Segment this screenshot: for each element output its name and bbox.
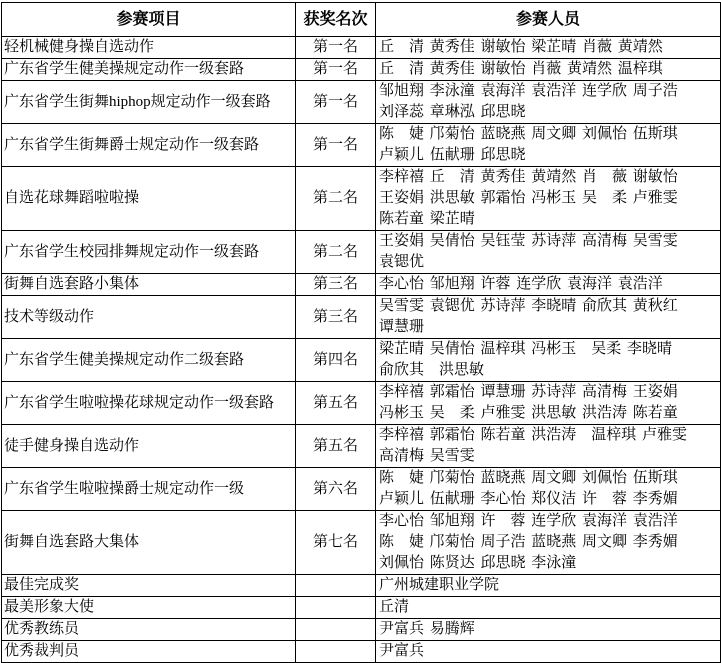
participants-cell bbox=[376, 59, 721, 81]
rank-cell: 第五名 bbox=[296, 382, 376, 425]
participant-line: 王姿娟 洪思敏 郭霜怡 冯彬玉 吴 柔 卢雅雯 bbox=[379, 190, 678, 206]
event-cell: 最美形象大使 bbox=[2, 597, 296, 619]
table-row bbox=[2, 619, 721, 641]
participants-cell bbox=[376, 619, 721, 641]
event-cell: 自选花球舞蹈啦啦操 bbox=[2, 167, 296, 231]
participant-line: 卢颖儿 伍献珊 邱思晓 bbox=[379, 147, 526, 163]
table-row bbox=[2, 382, 721, 425]
table-header bbox=[2, 3, 721, 37]
participant-line: 尹富兵 bbox=[379, 643, 425, 659]
participant-line: 梁芷晴 吴倩怡 温梓琪 冯彬玉 吴柔 李晓晴 bbox=[379, 341, 673, 357]
event-cell: 优秀教练员 bbox=[2, 619, 296, 641]
participant-line: 吴雪雯 袁锶优 苏诗萍 李晓晴 俞欣其 黄秋红 bbox=[379, 298, 678, 314]
rank-cell: 第六名 bbox=[296, 468, 376, 511]
rank-cell: 第七名 bbox=[296, 511, 376, 575]
event-cell: 广东省学生啦啦操爵士规定动作一级 bbox=[2, 468, 296, 511]
rank-cell bbox=[296, 597, 376, 619]
event-cell: 最佳完成奖 bbox=[2, 575, 296, 597]
participants-cell bbox=[376, 468, 721, 511]
rank-cell: 第一名 bbox=[296, 59, 376, 81]
participant-line: 李梓禧 郭霜怡 陈若童 洪浩涛 温梓琪 卢雅雯 bbox=[379, 427, 688, 443]
participant-line: 陈 婕 邝菊怡 蓝晓燕 周文卿 刘佩怡 伍斯琪 bbox=[379, 126, 678, 142]
event-cell: 优秀裁判员 bbox=[2, 641, 296, 663]
participants-cell bbox=[376, 81, 721, 124]
participant-line: 李心怡 邹旭翔 许蓉 连学欣 袁海洋 袁浩洋 bbox=[379, 276, 663, 292]
participants-cell bbox=[376, 231, 721, 274]
participant-line: 尹富兵 易腾辉 bbox=[379, 621, 475, 637]
participants-cell bbox=[376, 511, 721, 575]
participant-line: 丘 清 黄秀佳 谢敏怡 梁芷晴 肖薇 黄靖然 bbox=[379, 39, 663, 55]
participant-line: 丘清 bbox=[379, 599, 410, 615]
participants-cell bbox=[376, 167, 721, 231]
participant-line: 广州城建职业学院 bbox=[379, 577, 500, 593]
rank-cell bbox=[296, 575, 376, 597]
participants-cell bbox=[376, 575, 721, 597]
participant-line: 丘 清 黄秀佳 谢敏怡 肖薇 黄靖然 温梓琪 bbox=[379, 61, 663, 77]
participant-line: 陈 婕 邝菊怡 周子浩 蓝晓燕 周文卿 李秀媚 bbox=[379, 534, 678, 550]
participant-line: 高清梅 吴雪雯 bbox=[379, 448, 475, 464]
table-row bbox=[2, 641, 721, 663]
participant-line: 王姿娟 吴倩怡 吴钰莹 苏诗萍 高清梅 吴雪雯 bbox=[379, 233, 678, 249]
event-cell: 广东省学生街舞hiphop规定动作一级套路 bbox=[2, 81, 296, 124]
participants-cell bbox=[376, 37, 721, 59]
participant-line: 俞欣其 洪思敏 bbox=[379, 362, 485, 378]
participants-cell bbox=[376, 124, 721, 167]
participant-line: 李梓禧 丘 清 黄秀佳 黄靖然 肖 薇 谢敏怡 bbox=[379, 169, 678, 185]
table-row bbox=[2, 124, 721, 167]
participant-line: 袁锶优 bbox=[379, 254, 425, 270]
table-row bbox=[2, 575, 721, 597]
participants-cell bbox=[376, 296, 721, 339]
participants-cell bbox=[376, 597, 721, 619]
event-cell: 街舞自选套路大集体 bbox=[2, 511, 296, 575]
rank-cell: 第五名 bbox=[296, 425, 376, 468]
table-row bbox=[2, 296, 721, 339]
participant-line: 刘泽蕊 章琳泓 邱思晓 bbox=[379, 104, 526, 120]
header-row bbox=[2, 3, 721, 37]
table-row bbox=[2, 597, 721, 619]
rank-cell bbox=[296, 641, 376, 663]
participant-line: 陈 婕 邝菊怡 蓝晓燕 周文卿 刘佩怡 伍斯琪 bbox=[379, 470, 678, 486]
event-cell: 广东省学生健美操规定动作一级套路 bbox=[2, 59, 296, 81]
rank-cell: 第一名 bbox=[296, 81, 376, 124]
table-row bbox=[2, 511, 721, 575]
rank-cell: 第三名 bbox=[296, 274, 376, 296]
rank-cell bbox=[296, 619, 376, 641]
event-cell: 技术等级动作 bbox=[2, 296, 296, 339]
table-row bbox=[2, 231, 721, 274]
participant-line: 李心怡 邹旭翔 许 蓉 连学欣 袁海洋 袁浩洋 bbox=[379, 513, 678, 529]
participant-line: 李梓禧 郭霜怡 谭慧珊 苏诗萍 高清梅 王姿娟 bbox=[379, 384, 678, 400]
header-event: 参赛项目 bbox=[2, 3, 296, 37]
table-row bbox=[2, 425, 721, 468]
participants-cell bbox=[376, 339, 721, 382]
participants-cell bbox=[376, 274, 721, 296]
participants-cell bbox=[376, 641, 721, 663]
event-cell: 轻机械健身操自选动作 bbox=[2, 37, 296, 59]
participants-cell bbox=[376, 425, 721, 468]
results-table bbox=[1, 2, 721, 663]
table-row bbox=[2, 81, 721, 124]
rank-cell: 第一名 bbox=[296, 124, 376, 167]
table-row bbox=[2, 167, 721, 231]
participant-line: 陈若童 梁芷晴 bbox=[379, 211, 475, 227]
header-rank: 获奖名次 bbox=[296, 3, 376, 37]
header-participants: 参赛人员 bbox=[376, 3, 721, 37]
participant-line: 卢颖儿 伍献珊 李心怡 郑仪洁 许 蓉 李秀媚 bbox=[379, 491, 678, 507]
rank-cell: 第四名 bbox=[296, 339, 376, 382]
event-cell: 广东省学生啦啦操花球规定动作一级套路 bbox=[2, 382, 296, 425]
rank-cell: 第二名 bbox=[296, 167, 376, 231]
event-cell: 街舞自选套路小集体 bbox=[2, 274, 296, 296]
participants-cell bbox=[376, 382, 721, 425]
rank-cell: 第一名 bbox=[296, 37, 376, 59]
participant-line: 谭慧珊 bbox=[379, 319, 425, 335]
table-row bbox=[2, 468, 721, 511]
participant-line: 刘佩怡 陈贤达 邱思晓 李泳潼 bbox=[379, 555, 577, 571]
table-row bbox=[2, 37, 721, 59]
participant-line: 邹旭翔 李泳潼 袁海洋 袁浩洋 连学欣 周子浩 bbox=[379, 83, 678, 99]
event-cell: 徒手健身操自选动作 bbox=[2, 425, 296, 468]
event-cell: 广东省学生街舞爵士规定动作一级套路 bbox=[2, 124, 296, 167]
rank-cell: 第三名 bbox=[296, 296, 376, 339]
table-body bbox=[2, 37, 721, 663]
participant-line: 冯彬玉 吴 柔 卢雅雯 洪思敏 洪浩涛 陈若童 bbox=[379, 405, 678, 421]
event-cell: 广东省学生校园排舞规定动作一级套路 bbox=[2, 231, 296, 274]
event-cell: 广东省学生健美操规定动作二级套路 bbox=[2, 339, 296, 382]
table-row bbox=[2, 339, 721, 382]
rank-cell: 第二名 bbox=[296, 231, 376, 274]
table-row bbox=[2, 59, 721, 81]
table-row bbox=[2, 274, 721, 296]
